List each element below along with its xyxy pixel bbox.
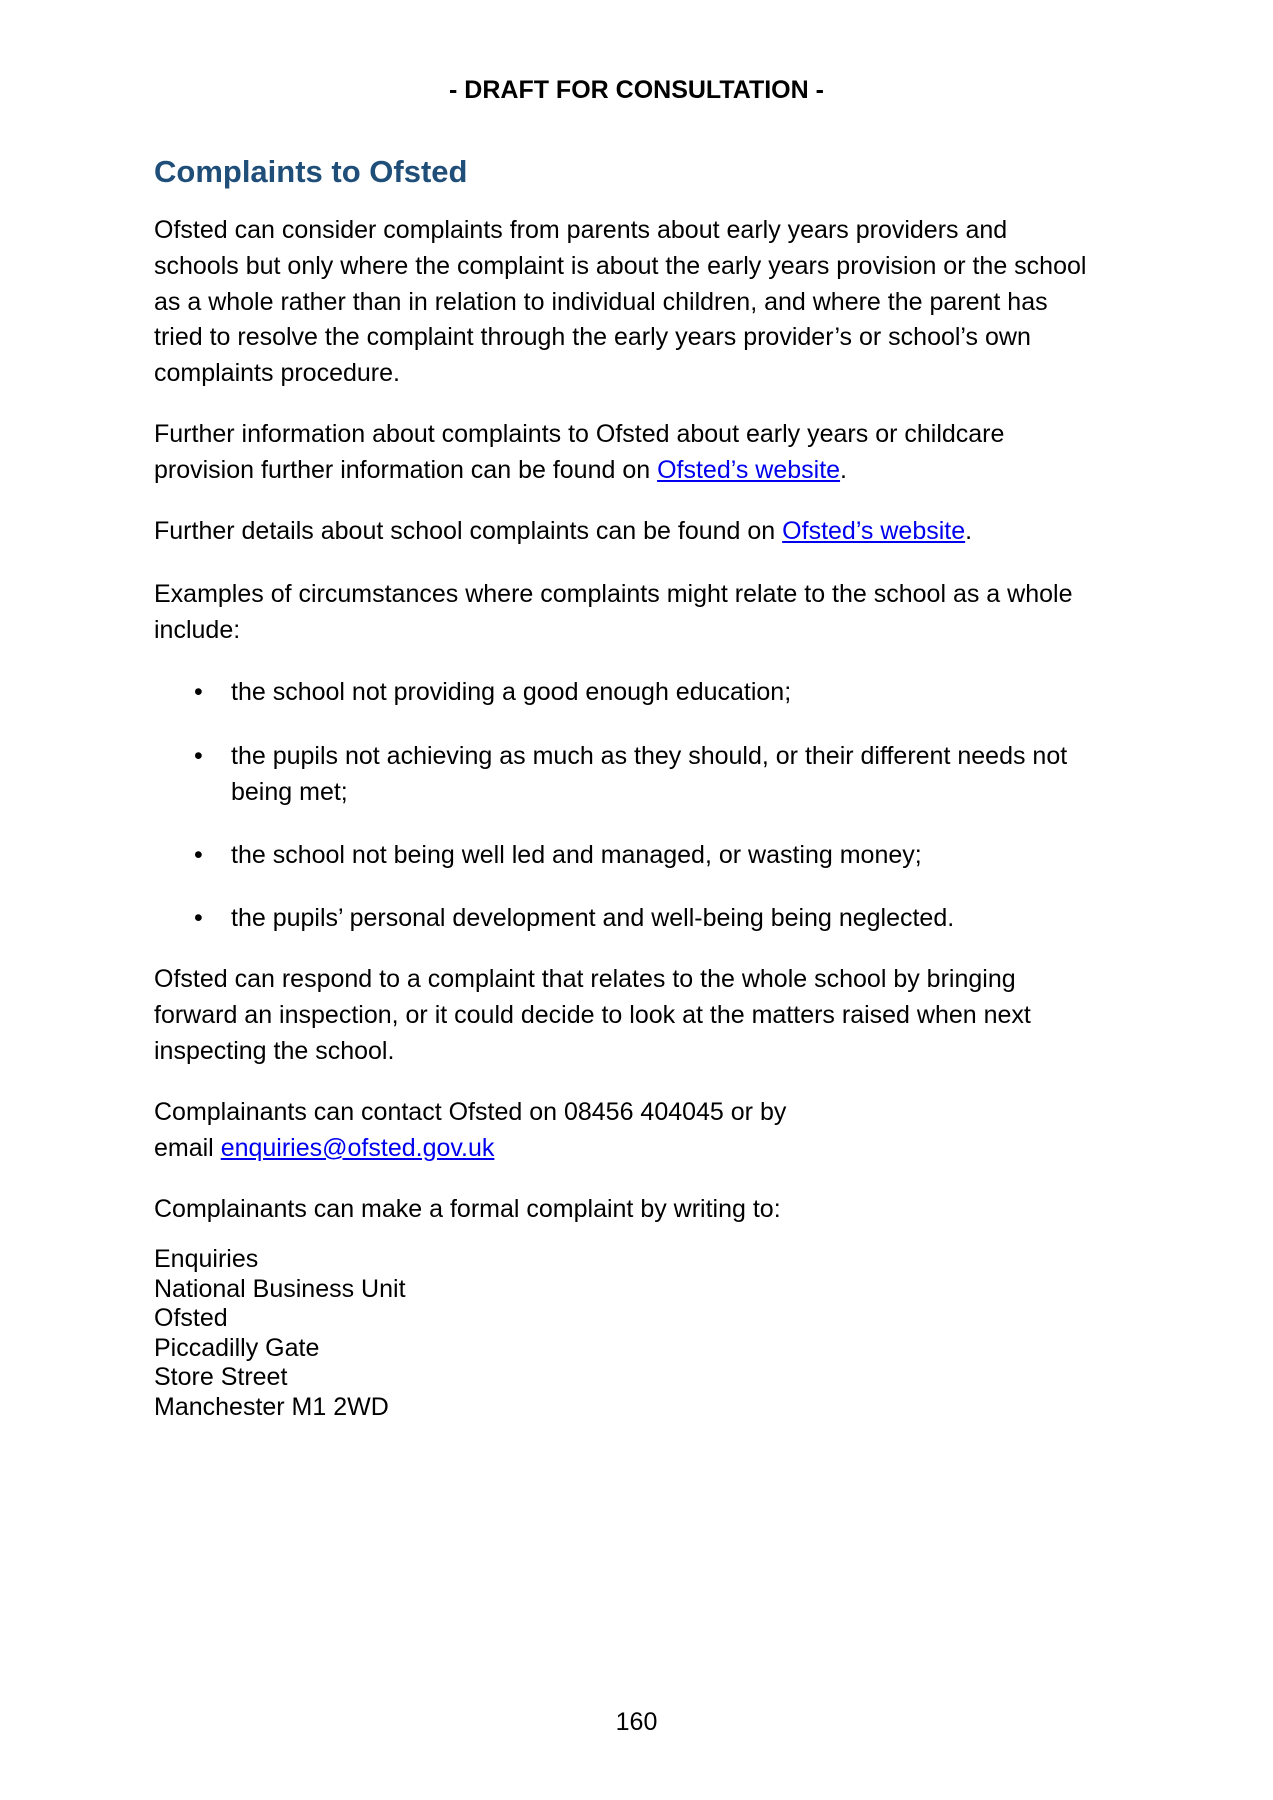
text-line: complaints procedure. <box>154 359 400 388</box>
bullet-text: the school not providing a good enough education; <box>231 678 792 706</box>
address-line: Manchester M1 2WD <box>154 1392 389 1421</box>
paragraph-examples <box>154 577 1072 649</box>
paragraph-contact <box>154 1095 786 1167</box>
text: email <box>154 1133 221 1162</box>
text-line: forward an inspection, or it could decide to look at the matters raised when next <box>154 1000 1031 1029</box>
text-line: Examples of circumstances where complaints might relate to the school as a whole <box>154 580 1073 608</box>
address-line: National Business Unit <box>154 1274 406 1303</box>
paragraph-response <box>154 962 1031 1069</box>
text-line: the pupils not achieving as much as they should, or their different needs not <box>231 742 1068 770</box>
text-line: Complainants can contact Ofsted on 08456 404045 or by <box>154 1098 787 1126</box>
postal-address <box>154 1245 406 1423</box>
paragraph-school-complaints <box>154 514 972 550</box>
text-line: Ofsted can consider complaints from parents about early years providers and <box>154 216 1008 244</box>
address-line: Store Street <box>154 1363 288 1392</box>
text-line: schools but only where the complaint is about the early years provision or the school <box>154 251 1087 280</box>
paragraph-early-years-info <box>154 417 1004 489</box>
bullet-text <box>231 739 1067 811</box>
text-line: include: <box>154 615 241 644</box>
bullet-text: the pupils’ personal development and well-being being neglected. <box>231 904 955 932</box>
text: . <box>965 517 973 545</box>
text-line: inspecting the school. <box>154 1036 395 1065</box>
bullet-text: the school not being well led and managed, or wasting money; <box>231 841 922 869</box>
page-title: Complaints to Ofsted <box>154 154 468 189</box>
address-line: Piccadilly Gate <box>154 1333 320 1362</box>
text-line: Ofsted can respond to a complaint that relates to the whole school by bringing <box>154 965 1016 993</box>
text: Further details about school complaints can be found on <box>154 517 783 545</box>
text: . <box>840 455 847 484</box>
paragraph-intro <box>154 213 1086 392</box>
bullet-icon: • <box>194 678 203 706</box>
text-line <box>154 1131 786 1167</box>
text-line <box>154 453 1004 489</box>
bullet-icon: • <box>194 742 203 770</box>
bullet-icon: • <box>194 841 203 869</box>
paragraph-formal-complaint: Complainants can make a formal complaint by writing to: <box>154 1195 781 1223</box>
address-line: Ofsted <box>154 1304 228 1333</box>
text-line: tried to resolve the complaint through the early years provider’s or school’s own <box>154 323 1031 352</box>
text-line: Further information about complaints to Ofsted about early years or childcare <box>154 420 1005 448</box>
ofsted-website-link[interactable]: Ofsted’s website <box>782 517 966 545</box>
text-line: being met; <box>231 777 348 806</box>
text: provision further information can be found on <box>154 455 658 484</box>
address-line: Enquiries <box>154 1245 259 1273</box>
bullet-icon: • <box>194 904 203 932</box>
text-line <box>154 514 972 550</box>
page-number: 160 <box>615 1708 658 1736</box>
email-link[interactable]: enquiries@ofsted.gov.uk <box>220 1133 495 1162</box>
text-line: as a whole rather than in relation to individual children, and where the parent has <box>154 287 1048 316</box>
draft-header: - DRAFT FOR CONSULTATION - <box>449 76 824 104</box>
ofsted-website-link[interactable]: Ofsted’s website <box>657 455 841 484</box>
